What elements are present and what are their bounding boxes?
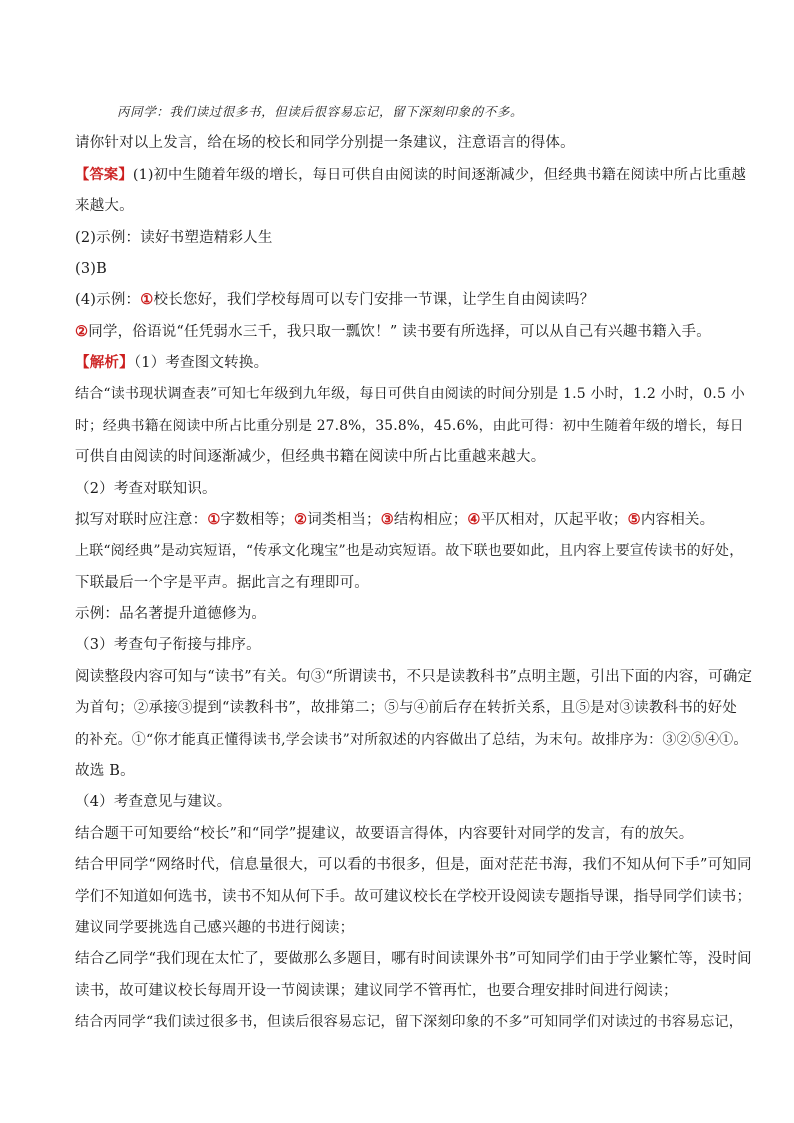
analysis-subheading <box>75 635 261 655</box>
text-segment: 结构相应； <box>393 512 468 528</box>
answer-tag: 【答案】 <box>75 167 133 183</box>
text-segment: 拟写对联时应注意： <box>75 512 208 528</box>
text-segment: 请你针对以上发言，给在场的校长和同学分别提一条建议，注意语言的得体。 <box>75 135 575 151</box>
analysis-line <box>75 573 369 593</box>
text-segment: 为首句；②承接③提到“读教科书”，故排第二；⑤与④前后存在转折关系，且⑤是对③读教科书的好处 <box>75 700 738 716</box>
text-segment: 下联最后一个字是平声。据此言之有理即可。 <box>75 575 369 591</box>
analysis-line <box>75 824 693 844</box>
text-segment: (1)初中生随着年级的增长，每日可供自由阅读的时间逐渐减少，但经典书籍在阅读中所占比重越 <box>132 167 747 183</box>
circled-number: ④ <box>467 511 481 528</box>
text-segment: （3）考查句子衔接与排序。 <box>75 637 261 653</box>
text-segment: 校长您好，我们学校每周可以专门安排一节课，让学生自由阅读吗？ <box>153 292 595 308</box>
text-segment: 上联“阅经典”是动宾短语，“传承文化瑰宝”也是动宾短语。故下联也要如此，且内容上要宣传读书的好处， <box>75 543 744 559</box>
answer-line-3 <box>75 259 107 279</box>
text-segment: 故选 B。 <box>75 763 135 779</box>
analysis-line <box>75 384 745 404</box>
text-segment: 结合题干可知要给“校长”和“同学”提建议，故要语言得体，内容要针对同学的发言，有的放矢。 <box>75 826 694 842</box>
analysis-line <box>75 918 354 938</box>
analysis-heading <box>75 353 268 373</box>
text-segment: 内容相关。 <box>640 512 715 528</box>
answer-line-4-cont <box>75 322 711 342</box>
text-segment: 结合乙同学“我们现在太忙了，要做那么多题目，哪有时间读课外书”可知同学们由于学业繁忙等，没时间 <box>75 951 752 967</box>
analysis-line <box>75 1012 743 1032</box>
instruction-line <box>75 133 575 153</box>
analysis-line <box>75 949 752 969</box>
text-segment: (3)B <box>75 261 107 277</box>
analysis-line <box>75 416 744 436</box>
answer-line-1 <box>75 165 746 185</box>
text-segment: (4)示例： <box>75 292 141 308</box>
analysis-line <box>75 887 751 907</box>
quote-line-bing <box>117 102 523 122</box>
analysis-line <box>75 667 752 687</box>
analysis-line <box>75 981 678 1001</box>
text-segment: (2)示例：读好书塑造精彩人生 <box>75 230 273 246</box>
circled-number: ② <box>75 323 89 340</box>
analysis-line <box>75 730 748 750</box>
text-segment: （4）考查意见与建议。 <box>75 794 232 810</box>
analysis-subheading <box>75 479 217 499</box>
analysis-line <box>75 855 752 875</box>
text-segment: 丙同学：我们读过很多书，但读后很容易忘记，留下深刻印象的不多。 <box>117 104 524 119</box>
answer-line-1-cont <box>75 196 134 216</box>
circled-number: ① <box>140 291 154 308</box>
analysis-line <box>75 604 266 624</box>
analysis-subheading <box>75 792 231 812</box>
text-segment: 阅读整段内容可知与“读书”有关。句③“所谓读书，不只是读教科书”点明主题，引出下面的内容，可确定 <box>75 669 753 685</box>
text-segment: （1）考查图文转换。 <box>133 355 269 371</box>
text-segment: 的补充。①“你才能真正懂得读书,学会读书”对所叙述的内容做出了总结，为末句。故排序为：③②⑤④①。 <box>75 732 748 748</box>
analysis-tag: 【解析】 <box>75 354 134 371</box>
text-segment: 平仄相对，仄起平收； <box>480 512 628 528</box>
analysis-line <box>75 761 135 781</box>
analysis-line <box>75 447 545 467</box>
text-segment: 读书，故可建议校长每周开设一节阅读课；建议同学不管再忙，也要合理安排时间进行阅读； <box>75 983 678 999</box>
answer-line-2 <box>75 228 273 248</box>
circled-number: ⑤ <box>627 511 641 528</box>
analysis-line <box>75 698 737 718</box>
circled-number: ① <box>207 511 221 528</box>
text-segment: 建议同学要挑选自己感兴趣的书进行阅读； <box>75 920 355 936</box>
text-segment: 字数相等； <box>220 512 295 528</box>
analysis-line <box>75 510 714 530</box>
text-segment: 结合丙同学“我们读过很多书，但读后很容易忘记，留下深刻印象的不多”可知同学们对读过的书容易忘记， <box>75 1014 743 1030</box>
text-segment: 同学，俗语说“任凭弱水三千，我只取一瓢饮！” 读书要有所选择，可以从自己有兴趣书籍入手。 <box>88 324 711 340</box>
circled-number: ② <box>294 511 308 528</box>
text-segment: 来越大。 <box>75 198 134 214</box>
circled-number: ③ <box>380 511 394 528</box>
text-segment: （2）考查对联知识。 <box>75 481 217 497</box>
text-segment: 学们不知道如何选书，读书不知从何下手。故可建议校长在学校开设阅读专题指导课，指导同学们读书； <box>75 889 752 905</box>
text-segment: 词类相当； <box>307 512 381 528</box>
text-segment: 时；经典书籍在阅读中所占比重分别是 27.8%，35.8%，45.6%，由此可得：初中生随着年级的增长，每日 <box>75 418 744 434</box>
text-segment: 示例：品名著提升道德修为。 <box>75 606 267 622</box>
text-segment: 结合“读书现状调查表”可知七年级到九年级，每日可供自由阅读的时间分别是 1.5 小时，1.2 小时，0.5 小 <box>75 386 745 402</box>
text-segment: 可供自由阅读的时间逐渐减少，但经典书籍在阅读中所占比重越来越大。 <box>75 449 546 465</box>
text-segment: 结合甲同学“网络时代，信息量很大，可以看的书很多，但是，面对茫茫书海，我们不知从何下手”可知同 <box>75 857 752 873</box>
answer-line-4 <box>75 290 594 310</box>
analysis-line <box>75 541 743 561</box>
